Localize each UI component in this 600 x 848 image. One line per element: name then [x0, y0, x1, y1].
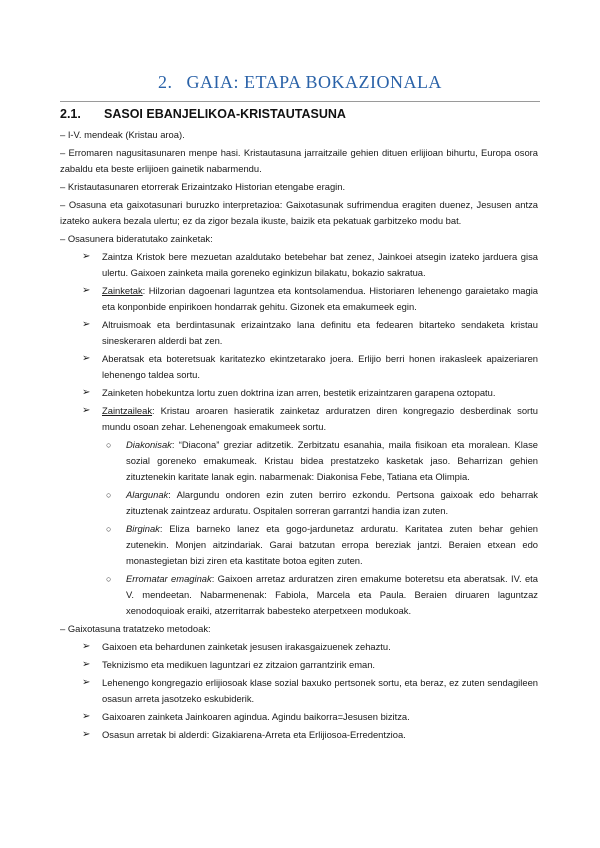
arrow-bullet-icon: ➢ — [82, 711, 91, 722]
list-item-text: Gaixoaren zainketa Jainkoaren agindua. Agindu baikorra=Jesusen bizitza. — [102, 711, 410, 722]
title-divider — [60, 101, 540, 102]
arrow-bullet-icon: ➢ — [82, 729, 91, 740]
list-item-text: Gaixoen eta behardunen zainketak jesusen irakasgaizuenek zehaztu. — [102, 641, 391, 652]
paragraph: – Kristautasunaren etorrerak Erizaintzako Historian etengabe eragin. — [60, 181, 346, 192]
list-item — [60, 709, 538, 725]
list-item — [60, 403, 538, 435]
term-label: Birginak — [126, 523, 160, 534]
list-item-text: Aberatsak eta boteretsuak karitatezko ekintzetarako joera. Erlijio berri honen irakasleek apaizeriaren lehenengo taldea sortu. — [102, 353, 538, 380]
arrow-bullet-icon: ➢ — [82, 353, 91, 364]
circle-bullet-icon: ○ — [106, 574, 112, 584]
document-body — [60, 127, 538, 745]
paragraph: – I-V. mendeak (Kristau aroa). — [60, 129, 185, 140]
term-label: Alargunak — [126, 489, 169, 500]
list-item — [60, 727, 538, 743]
paragraph: – Osasunera bideratutako zainketak: — [60, 233, 213, 244]
term-label: Erromatar emaginak — [126, 573, 212, 584]
sub-list-item-text: : Alargundu ondoren ezin zuten berriro ezkondu. Pertsona gaixoak edo beharrak zituztenak zaintzeaz arduratu. Ospitalen sorreran garrantzi handia izan zuten. — [126, 489, 538, 516]
arrow-bullet-icon: ➢ — [82, 251, 91, 262]
list-item — [60, 317, 538, 349]
list-item-text: Teknizismo eta medikuen laguntzari ez zitzaion garrantzirik eman. — [102, 659, 376, 670]
sub-list-item — [60, 571, 538, 619]
list-item-text: Altruismoak eta berdintasunak erizaintzako lana definitu eta fedearen bitarteko sendaketa kristau sineskeraren alderdi bat zen. — [102, 319, 538, 346]
arrow-bullet-icon: ➢ — [82, 659, 91, 670]
sub-list-item — [60, 521, 538, 569]
section-title: SASOI EBANJELIKOA-KRISTAUTASUNA — [104, 107, 346, 121]
sub-list-item-text: : “Diacona” greziar aditzetik. Zerbitzatu esanahia, maila fisikoan eta moralean. Klase sozial goreneko emakumeak. Kristau bidea prestatzeko kasketak jaso. Beharrizan gehien zituztenekin karitate lanak egin. nabarmenak: Diakonisa Febe, Tatiana eta Olimpia. — [126, 439, 538, 482]
circle-bullet-icon: ○ — [106, 524, 112, 534]
sub-list-item — [60, 487, 538, 519]
list-item — [60, 351, 538, 383]
sub-list-item-text: : Eliza barneko lanez eta gogo-jardunetaz arduratu. Karitatea zuten behar gehien zutenekin. Monjen aitzindariak. Garai batzutan erropa bereziak jantzi. Beraien etxean edo monastegietan bizi ziren eta kastitate botoa egiten zuten. — [126, 523, 538, 566]
list-item-text: Osasun arretak bi alderdi: Gizakiarena-Arreta eta Erlijiosoa-Erredentzioa. — [102, 729, 406, 740]
arrow-bullet-icon: ➢ — [82, 387, 91, 398]
list-item-text: : Hilzorian dagoenari laguntzea eta kontsolamendua. Historiaren lehenengo garaietako magia eta konponbide enpirikoen hondarrak gehitu. Gizonek eta emakumeek egin. — [102, 285, 538, 312]
list-item — [60, 639, 538, 655]
section-number: 2.1. — [60, 107, 81, 121]
arrow-bullet-icon: ➢ — [82, 677, 91, 688]
circle-bullet-icon: ○ — [106, 490, 112, 500]
chapter-number: 2. — [158, 72, 173, 92]
chapter-title-text: GAIA: ETAPA BOKAZIONALA — [186, 72, 442, 92]
term-label: Zaintzaileak — [102, 405, 153, 416]
list-item — [60, 385, 538, 401]
arrow-bullet-icon: ➢ — [82, 319, 91, 330]
arrow-bullet-icon: ➢ — [82, 641, 91, 652]
paragraph: – Erromaren nagusitasunaren menpe hasi. Kristautasuna jarraitzaile gehien dituen erlijioan bihurtu, Europa osora zabaldu eta beste erlijioen gainetik nabarmendu. — [60, 147, 538, 174]
list-item — [60, 249, 538, 281]
chapter-title — [60, 72, 540, 93]
list-item-text: Zaintza Kristok bere mezuetan azaldutako betebehar bat zenez, Jainkoei atsegin izateko jarduera gisa ulertu. Gaixoen zainketa maila goreneko eginkizun bilakatu, bokazio sakratua. — [102, 251, 538, 278]
paragraph: – Gaixotasuna tratatzeko metodoak: — [60, 623, 211, 634]
term-label: Zainketak — [102, 285, 143, 296]
list-item-text: Lehenengo kongregazio erlijiosoak klase sozial baxuko pertsonek sortu, eta beraz, ez zuten sendagileen osasun arreta jasotzeko eskubiderik. — [102, 677, 538, 704]
arrow-bullet-icon: ➢ — [82, 405, 91, 416]
sub-list-item-text: : Gaixoen arretaz arduratzen ziren emakume boteretsu eta aberatsak. IV. eta V. mendeetan. Nabarmenenak: Fabiola, Marcela eta Paula. Beraien diruaren laguntzaz xenodoquioak eraiki, atzerritarrak babesteko aterpetxeen modukoak. — [126, 573, 538, 616]
arrow-bullet-icon: ➢ — [82, 285, 91, 296]
term-label: Diakonisak — [126, 439, 172, 450]
list-item — [60, 675, 538, 707]
section-heading — [60, 107, 346, 121]
list-item-text: Zainketen hobekuntza lortu zuen doktrina izan arren, bestetik erizaintzaren garapena oztopatu. — [102, 387, 496, 398]
paragraph: – Osasuna eta gaixotasunari buruzko interpretazioa: Gaixotasunak sufrimendua eragiten duenez, Jesusen antza izateko aukera bezala ulertu; ez da zigor bezala ikuste, baizik eta pekatuak garbitzeko modu bat. — [60, 199, 538, 226]
list-item — [60, 657, 538, 673]
sub-list-item — [60, 437, 538, 485]
circle-bullet-icon: ○ — [106, 440, 112, 450]
list-item — [60, 283, 538, 315]
list-item-text: : Kristau aroaren hasieratik zainketaz arduratzen diren kongregazio desberdinak sortu mundu osoan zehar. Lehenengoak emakumeek sortu. — [102, 405, 538, 432]
